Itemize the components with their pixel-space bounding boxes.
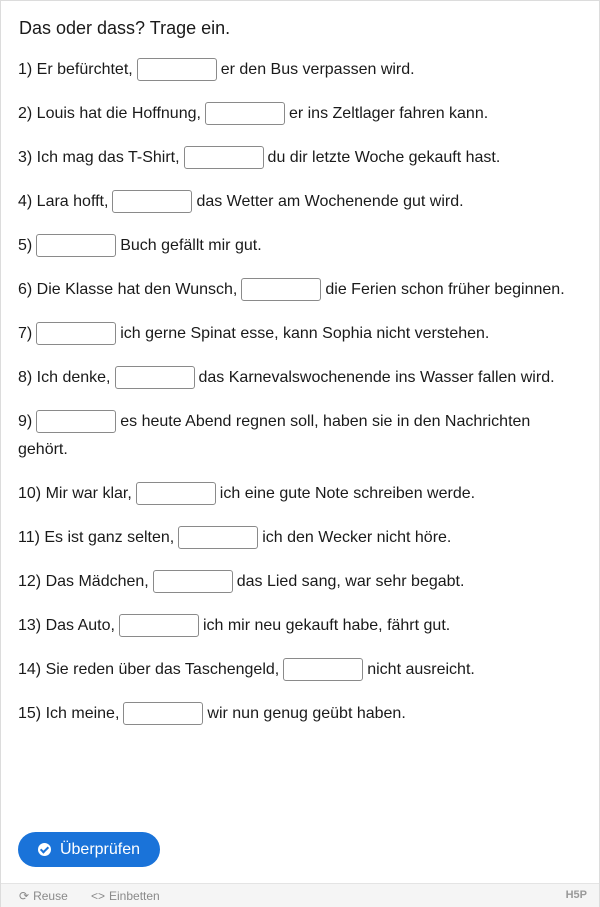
reuse-label: Reuse — [33, 889, 68, 903]
sentence-before: 6) Die Klasse hat den Wunsch, — [18, 281, 238, 298]
sentence-before: 15) Ich meine, — [18, 705, 120, 722]
sentence-after: das Karnevalswochenende ins Wasser fallen wird. — [198, 369, 555, 386]
embed-label: Einbetten — [109, 889, 160, 903]
check-circle-icon — [38, 843, 51, 856]
sentence-after: er den Bus verpassen wird. — [220, 61, 415, 78]
sentence-item — [18, 320, 583, 348]
reuse-link[interactable] — [19, 889, 68, 903]
sentence-item — [18, 524, 583, 552]
answer-input[interactable] — [153, 570, 233, 593]
answer-input[interactable] — [184, 146, 264, 169]
sentence-before: 13) Das Auto, — [18, 617, 115, 634]
sentence-item — [18, 408, 583, 464]
sentence-after: er ins Zeltlager fahren kann. — [288, 105, 489, 122]
sentence-before: 10) Mir war klar, — [18, 485, 132, 502]
answer-input[interactable] — [136, 482, 216, 505]
sentence-list — [18, 56, 583, 744]
answer-input[interactable] — [36, 322, 116, 345]
sentence-item — [18, 144, 583, 172]
embed-link[interactable] — [91, 889, 160, 903]
sentence-item — [18, 480, 583, 508]
sentence-after: ich gerne Spinat esse, kann Sophia nicht verstehen. — [120, 325, 490, 342]
sentence-item — [18, 276, 583, 304]
answer-input[interactable] — [283, 658, 363, 681]
answer-input[interactable] — [123, 702, 203, 725]
footer-bar — [1, 883, 599, 907]
answer-input[interactable] — [119, 614, 199, 637]
sentence-before: 3) Ich mag das T-Shirt, — [18, 149, 180, 166]
sentence-item — [18, 100, 583, 128]
sentence-after: es heute Abend regnen soll, haben sie in den Nachrichten gehört. — [18, 413, 531, 458]
answer-input[interactable] — [137, 58, 217, 81]
answer-input[interactable] — [36, 410, 116, 433]
sentence-after: Buch gefällt mir gut. — [120, 237, 262, 254]
sentence-after: du dir letzte Woche gekauft hast. — [267, 149, 501, 166]
sentence-before: 5) — [18, 237, 33, 254]
embed-icon: <> — [91, 889, 106, 903]
sentence-before: 12) Das Mädchen, — [18, 573, 149, 590]
sentence-item — [18, 232, 583, 260]
sentence-before: 9) — [18, 413, 33, 430]
sentence-item — [18, 188, 583, 216]
sentence-item — [18, 700, 583, 728]
sentence-after: nicht ausreicht. — [367, 661, 475, 678]
sentence-item — [18, 56, 583, 84]
sentence-after: die Ferien schon früher beginnen. — [325, 281, 565, 298]
sentence-item — [18, 568, 583, 596]
sentence-before: 7) — [18, 325, 33, 342]
h5p-logo: H5P — [565, 889, 587, 901]
answer-input[interactable] — [241, 278, 321, 301]
answer-input[interactable] — [178, 526, 258, 549]
check-button-label: Überprüfen — [59, 840, 141, 858]
sentence-item — [18, 656, 583, 684]
sentence-before: 8) Ich denke, — [18, 369, 111, 386]
sentence-after: das Lied sang, war sehr begabt. — [236, 573, 465, 590]
task-title: Das oder dass? Trage ein. — [19, 18, 231, 38]
sentence-before: 11) Es ist ganz selten, — [18, 529, 175, 546]
sentence-after: ich eine gute Note schreiben werde. — [219, 485, 476, 502]
sentence-after: ich mir neu gekauft habe, fährt gut. — [202, 617, 451, 634]
sentence-item — [18, 364, 583, 392]
sentence-before: 4) Lara hofft, — [18, 193, 109, 210]
check-button[interactable] — [18, 832, 160, 867]
answer-input[interactable] — [205, 102, 285, 125]
sentence-before: 14) Sie reden über das Taschengeld, — [18, 661, 280, 678]
sentence-after: das Wetter am Wochenende gut wird. — [196, 193, 464, 210]
sentence-after: ich den Wecker nicht höre. — [262, 529, 452, 546]
sentence-before: 1) Er befürchtet, — [18, 61, 133, 78]
sentence-after: wir nun genug geübt haben. — [207, 705, 406, 722]
answer-input[interactable] — [115, 366, 195, 389]
sentence-before: 2) Louis hat die Hoffnung, — [18, 105, 201, 122]
reuse-icon: ⟳ — [19, 889, 30, 903]
answer-input[interactable] — [36, 234, 116, 257]
sentence-item — [18, 612, 583, 640]
answer-input[interactable] — [112, 190, 192, 213]
